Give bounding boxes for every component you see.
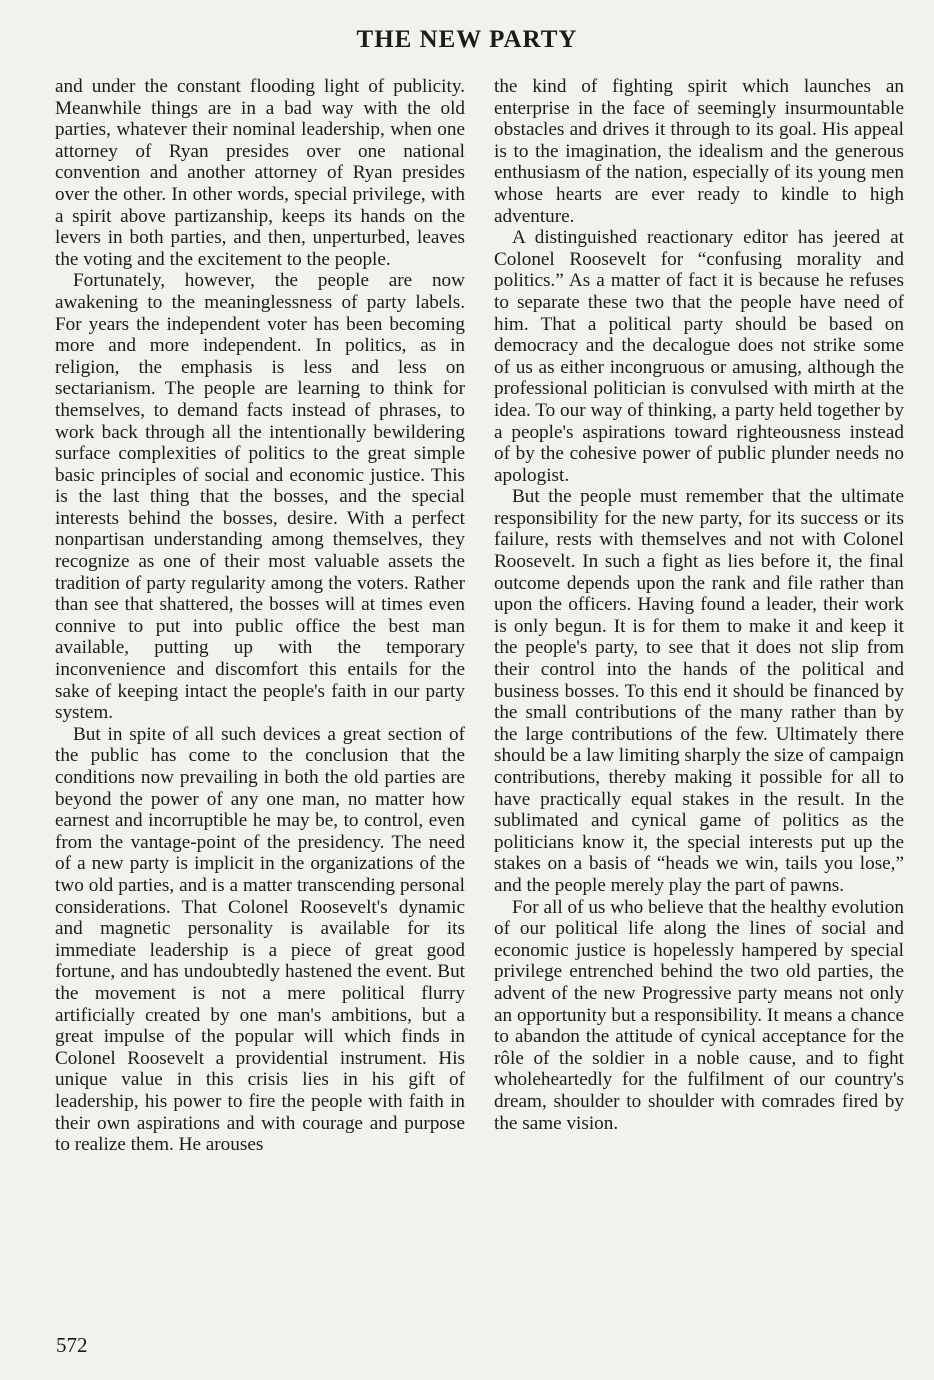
paragraph-left-1: and under the constant flooding light of publicity. Meanwhile things are in a bad way with the old parties, whatever their nominal leadership, when one attorney of Ryan presides over one national convention and another attorney of Ryan presides over the other. In other words, special privilege, with a spirit above partizanship, keeps its hands on the levers in both parties, and then, unperturbed, leaves the voting and the excitement to the people. [55, 76, 465, 270]
paragraph-left-2: Fortunately, however, the people are now awakening to the meaninglessness of party labels. For years the independent voter has been becoming more and more independent. In politics, as in religion, the emphasis is less and less on sectarianism. The people are learning to think for themselves, to demand facts instead of phrases, to work back through all the intentionally bewildering surface complexities of politics to the great simple basic principles of social and economic justice. This is the last thing that the bosses, and the special interests behind the bosses, desire. With a perfect nonpartisan understanding among themselves, they recognize as one of their most valuable assets the tradition of party regularity among the voters. Rather than see that shattered, the bosses will at times even connive to put into public office the best man available, putting up with the temporary inconvenience and discomfort this entails for the sake of keeping intact the people's faith in our party system. [55, 270, 465, 724]
paragraph-right-1: the kind of fighting spirit which launches an enterprise in the face of seemingly insurmountable obstacles and drives it through to its goal. His appeal is to the imagination, the idealism and the generous enthusiasm of the nation, especially of its young men whose hearts are ever ready to kindle to high adventure. [494, 76, 904, 227]
left-column [55, 76, 465, 1156]
paragraph-right-4: For all of us who believe that the healthy evolution of our political life along the lines of social and economic justice is hopelessly hampered by special privilege entrenched behind the two old parties, the advent of the new Progressive party means not only an opportunity but a responsibility. It means a chance to abandon the attitude of cynical acceptance for the rôle of the soldier in a noble cause, and to fight wholeheartedly for the fulfilment of our country's dream, shoulder to shoulder with comrades fired by the same vision. [494, 896, 904, 1134]
paragraph-right-3: But the people must remember that the ultimate responsibility for the new party, for its success or its failure, rests with themselves and not with Colonel Roosevelt. In such a fight as lies before it, the final outcome depends upon the rank and file rather than upon the officers. Having found a leader, their work is only begun. It is for them to make it and keep it the people's party, to see that it does not slip from their control into the hands of the political and business bosses. To this end it should be financed by the small contributions of the many rather than by the large contributions of the few. Ultimately there should be a law limiting sharply the size of campaign contributions, thereby making it possible for all to have practically equal stakes in the result. In the sublimated and cynical game of politics as the politicians know it, the special interests put up the stakes on a basis of “heads we win, tails you lose,” and the people merely play the part of pawns. [494, 486, 904, 896]
page-number: 572 [56, 1333, 88, 1357]
paragraph-right-2: A distinguished reactionary editor has jeered at Colonel Roosevelt for “confusing morality and politics.” As a matter of fact it is because he refuses to separate these two that the people have need of him. That a political party should be based on democracy and the decalogue does not strike some of us as either incongruous or amusing, although the professional politician is convulsed with mirth at the idea. To our way of thinking, a party held together by a people's aspirations toward righteousness instead of by the cohesive power of public plunder needs no apologist. [494, 227, 904, 486]
right-column [494, 76, 904, 1134]
paragraph-left-3: But in spite of all such devices a great section of the public has come to the conclusion that the conditions now prevailing in both the old parties are beyond the power of any one man, no matter how earnest and incorruptible he may be, to control, even from the vantage-point of the presidency. The need of a new party is implicit in the organizations of the two old parties, and is a matter transcending personal considerations. That Colonel Roosevelt's dynamic and magnetic personality is available for its immediate leadership is a piece of great good fortune, and has undoubtedly hastened the event. But the movement is not a mere political flurry artificially created by one man's ambitions, but a great impulse of the popular will which finds in Colonel Roosevelt a providential instrument. His unique value in this crisis lies in his gift of leadership, his power to fire the people with faith in their own aspirations and with courage and purpose to realize them. He arouses [55, 723, 465, 1156]
running-head: THE NEW PARTY [356, 26, 578, 53]
